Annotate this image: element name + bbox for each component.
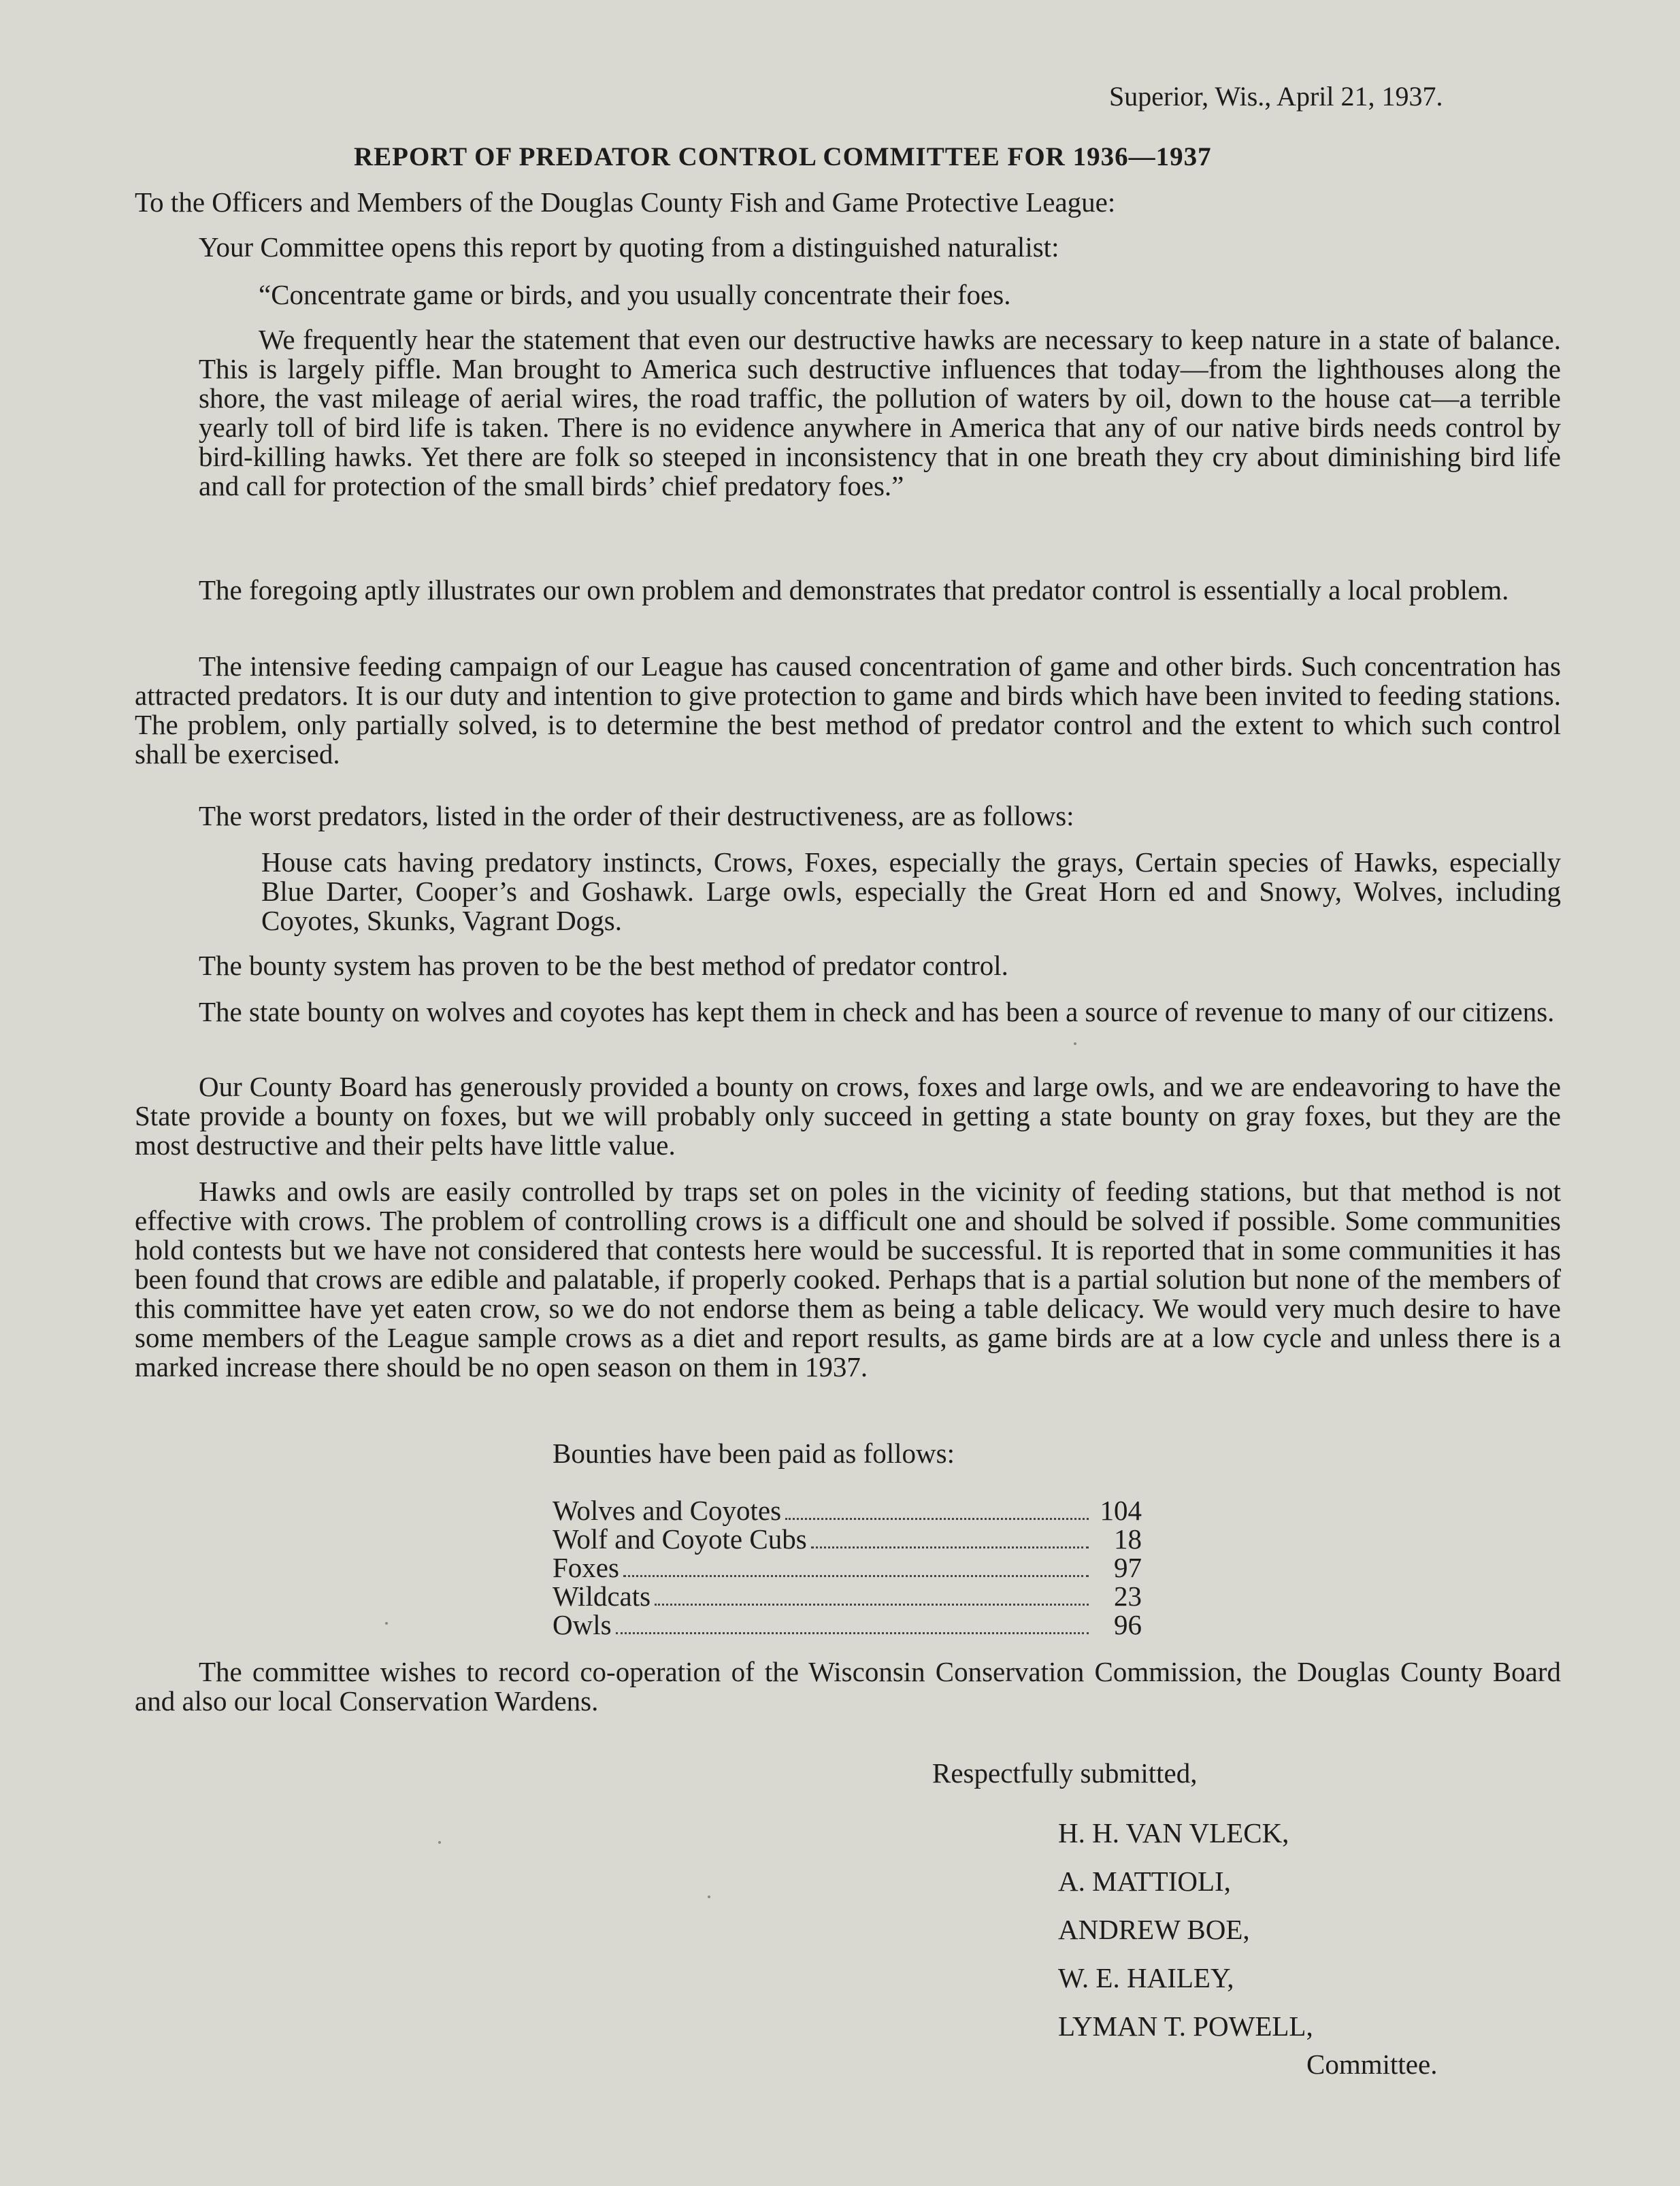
signer-name: W. E. HAILEY,	[1058, 1962, 1234, 1993]
bounty-animal: Owls	[553, 1609, 612, 1640]
dot-leader	[811, 1546, 1089, 1549]
bounty-row	[553, 1494, 1142, 1526]
bounty-row	[553, 1580, 1142, 1612]
bounty-animal: Wolves and Coyotes	[553, 1495, 782, 1526]
paragraph-worst-predators: The worst predators, listed in the order of their destructiveness, are as follows:	[199, 800, 1074, 831]
salutation: To the Officers and Members of the Douglas County Fish and Game Protective League:	[135, 186, 1116, 218]
committee-label: Committee.	[1306, 2049, 1438, 2080]
bounty-count: 97	[1114, 1552, 1142, 1583]
paragraph-feeding-campaign: The intensive feeding campaign of our League has caused concentration of game and other birds. Such concentration has attracted predators. It is our duty and intention to give protection to game and birds which have been invited to feeding stations. The problem, only partially solved, is to determine the best method of predator control and the extent to which such control shall be exercised.	[135, 650, 1561, 769]
signer-name: ANDREW BOE,	[1058, 1914, 1250, 1945]
bounty-row	[553, 1608, 1142, 1640]
paper-speck	[385, 1622, 388, 1625]
bounty-count: 18	[1114, 1523, 1142, 1555]
report-title: REPORT OF PREDATOR CONTROL COMMITTEE FOR 1936—1937	[354, 142, 1212, 171]
paper-speck	[708, 1895, 710, 1898]
signer-name: LYMAN T. POWELL,	[1058, 2010, 1313, 2042]
dateline: Superior, Wis., April 21, 1937.	[1109, 81, 1443, 112]
signer-name: H. H. VAN VLECK,	[1058, 1817, 1289, 1849]
quote-opening: “Concentrate game or birds, and you usually concentrate their foes.	[259, 279, 1011, 310]
paragraph-intro: Your Committee opens this report by quoting from a distinguished naturalist:	[199, 231, 1059, 263]
bounty-intro: Bounties have been paid as follows:	[553, 1438, 955, 1469]
paragraph-state-bounty: The state bounty on wolves and coyotes has kept them in check and has been a source of revenue to many of our citizens.	[199, 996, 1555, 1027]
bounty-row	[553, 1551, 1142, 1583]
bounty-count: 96	[1114, 1609, 1142, 1640]
paragraph-bounty-system: The bounty system has proven to be the best method of predator control.	[199, 950, 1008, 981]
dot-leader	[785, 1518, 1089, 1520]
bounty-animal: Wildcats	[553, 1580, 651, 1612]
bounty-count: 104	[1100, 1495, 1142, 1526]
paragraph-cooperation: The committee wishes to record co-operation of the Wisconsin Conservation Commission, the Douglas County Board and also our local Conservation Wardens.	[135, 1656, 1561, 1717]
bounty-animal: Wolf and Coyote Cubs	[553, 1523, 807, 1555]
paragraph-hawks-owls: Hawks and owls are easily controlled by traps set on poles in the vicinity of feeding stations, but that method is not effective with crows. The problem of controlling crows is a difficult one and should be solved if possible. Some communities hold contests but we have not considered that contests here would be successful. It is reported that in some communities it has been found that crows are edible and palatable, if properly cooked. Perhaps that is a partial solution but none of the members of this committee have yet eaten crow, so we do not endorse them as being a table delicacy. We would very much desire to have some members of the League sample crows as a diet and report results, as game birds are at a low cycle and unless there is a marked increase there should be no open season on them in 1937.	[135, 1176, 1561, 1382]
closing-line: Respectfully submitted,	[932, 1757, 1198, 1789]
paper-speck	[1074, 1042, 1076, 1045]
predator-list: House cats having predatory instincts, Crows, Foxes, especially the grays, Certain species of Hawks, especially Blue Darter, Cooper’s and Goshawk. Large owls, especially the Great Horn ed and Snowy, Wolves, including Coyotes, Skunks, Vagrant Dogs.	[261, 846, 1561, 936]
dot-leader	[616, 1632, 1089, 1634]
bounty-animal: Foxes	[553, 1552, 619, 1583]
bounty-table	[553, 1494, 1142, 1640]
dot-leader	[623, 1575, 1089, 1577]
bounty-count: 23	[1114, 1580, 1142, 1612]
signer-name: A. MATTIOLI,	[1058, 1866, 1231, 1897]
dot-leader	[655, 1604, 1089, 1606]
paragraph-county-board: Our County Board has generously provided a bounty on crows, foxes and large owls, and we are endeavoring to have the State provide a bounty on foxes, but we will probably only succeed in getting a state bounty on gray foxes, but they are the most destructive and their pelts have little value.	[135, 1071, 1561, 1161]
quote-body: We frequently hear the statement that even our destructive hawks are necessary to keep nature in a state of balance. This is largely piffle. Man brought to America such destructive influences that today—from the lighthouses along the shore, the vast mileage of aerial wires, the road traffic, the pollution of waters by oil, down to the house cat—a terrible yearly toll of bird life is taken. There is no evidence anywhere in America that any of our native birds needs control by bird-killing hawks. Yet there are folk so steeped in inconsistency that in one breath they cry about diminishing bird life and call for protection of the small birds’ chief predatory foes.”	[199, 324, 1561, 501]
signer-list	[1058, 1817, 1313, 2058]
paragraph-foregoing: The foregoing aptly illustrates our own problem and demonstrates that predator control is essentially a local problem.	[199, 574, 1509, 606]
paper-speck	[438, 1841, 441, 1844]
bounty-row	[553, 1523, 1142, 1555]
